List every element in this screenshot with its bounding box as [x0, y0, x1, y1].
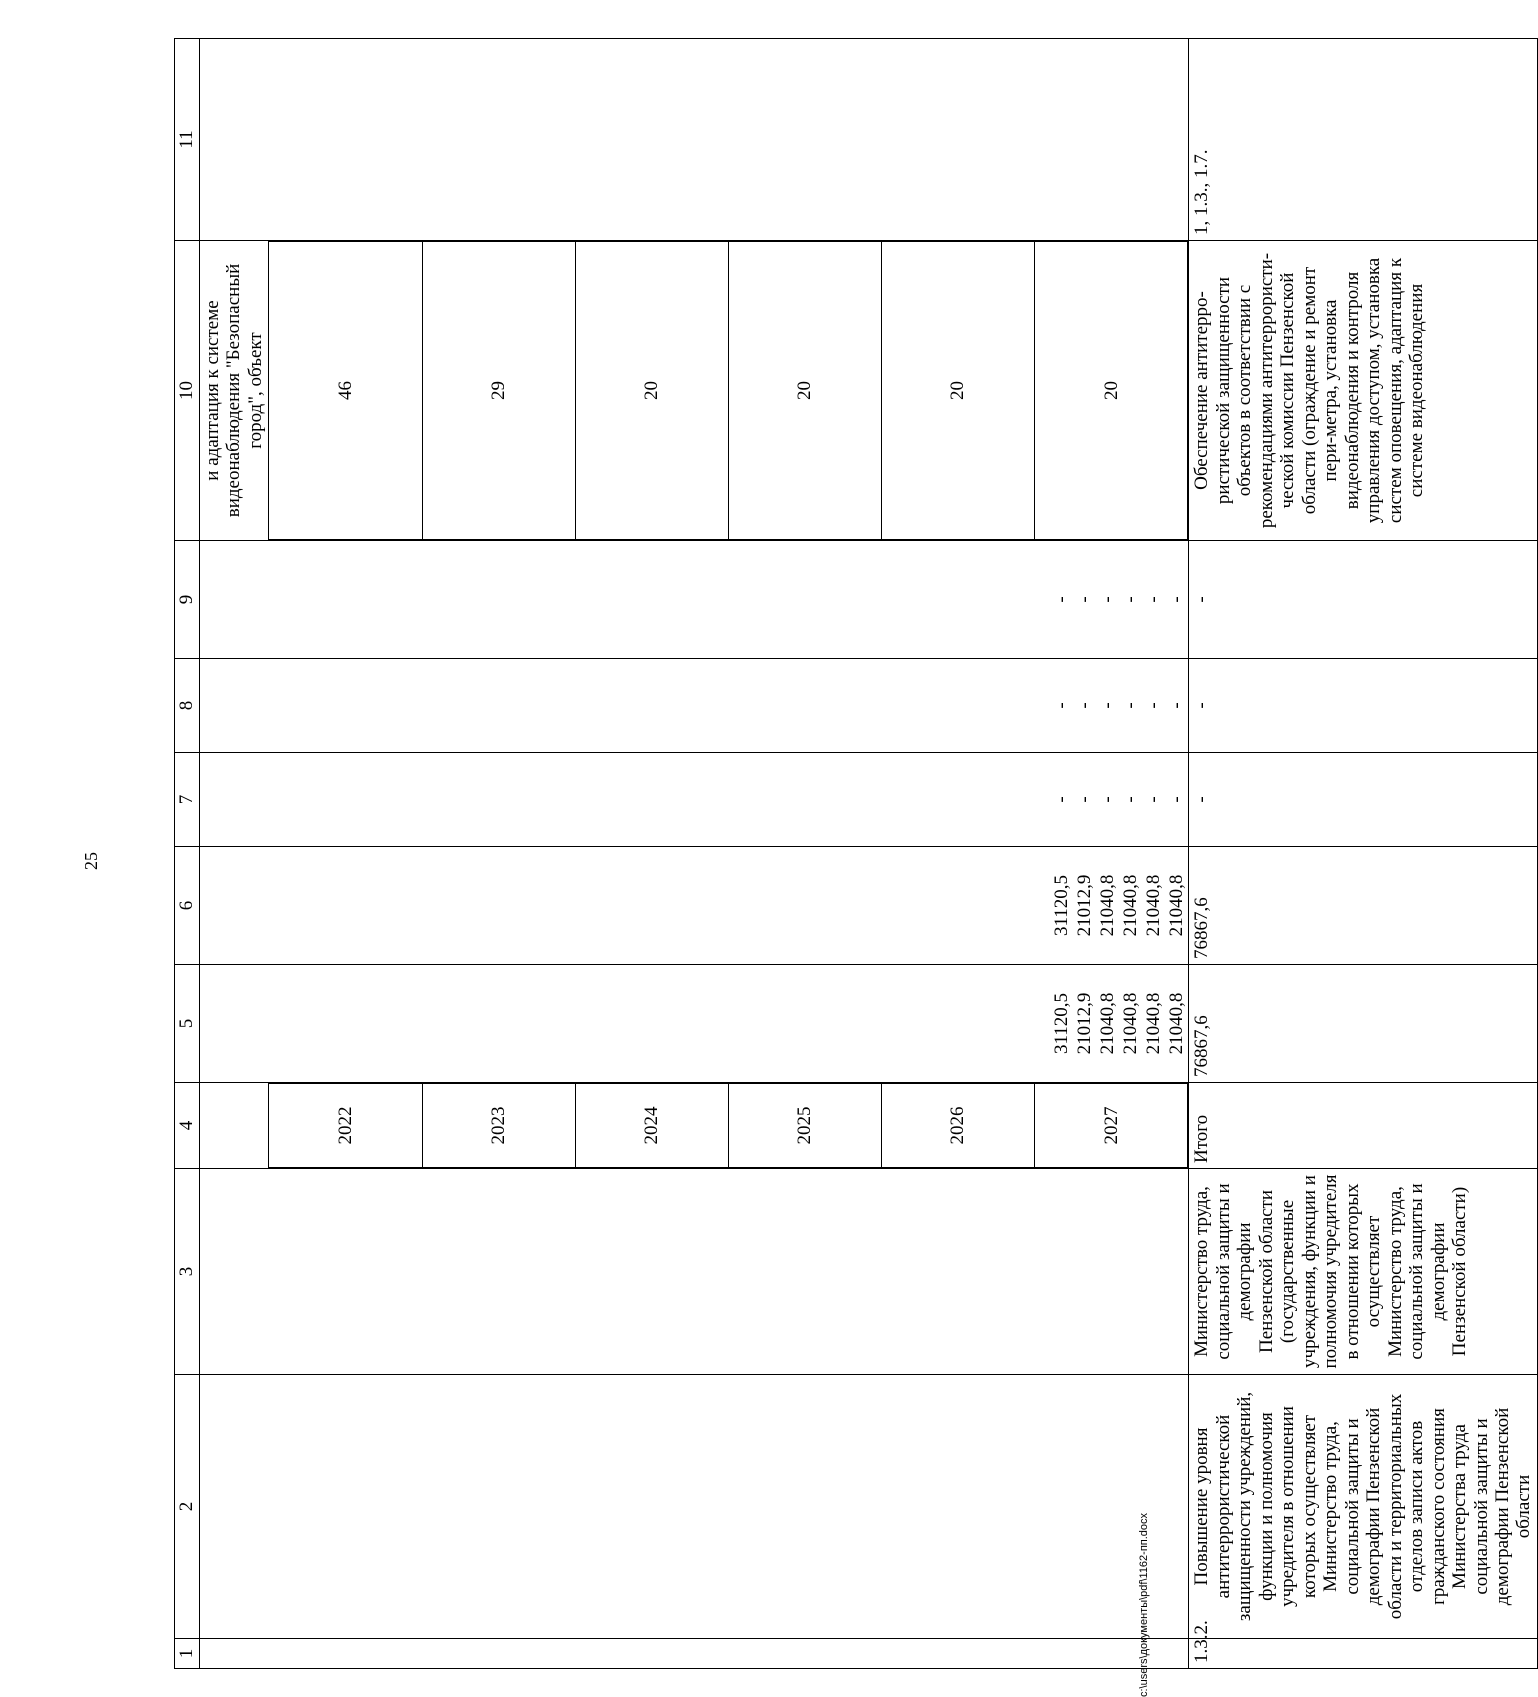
cont-col-9 [200, 541, 1189, 659]
year-2023: 2023 [422, 1084, 575, 1168]
cont-col7-2024: - [1097, 796, 1119, 803]
cont-col5-2024: 21040,8 [1097, 992, 1119, 1055]
row132-col8: - [1189, 659, 1538, 753]
row132-col11: 1, 1.3., 1.7. [1189, 39, 1538, 241]
row132-year: Итого [1189, 1083, 1538, 1169]
cont-col6-2026: 21040,8 [1143, 874, 1165, 937]
cont-col7-2023: - [1074, 796, 1096, 803]
cont-col8-2024: - [1097, 702, 1119, 709]
cont-col10-2026: 20 [882, 242, 1035, 540]
cont-col9-2027: - [1166, 596, 1188, 603]
header-col-9: 9 [175, 541, 200, 659]
header-col-6: 6 [175, 847, 200, 965]
page-number: 25 [81, 852, 101, 870]
continuation-row [200, 39, 1189, 1669]
year-2022: 2022 [269, 1084, 422, 1168]
footer-file-path: c:\users\документы\pdf\1162-пп.docx [1138, 1512, 1150, 1697]
cont-col6-2027: 21040,8 [1166, 874, 1188, 937]
cont-col10-2022: 46 [269, 242, 422, 540]
cont-col10-2025: 20 [728, 242, 881, 540]
cont-col6-2025: 21040,8 [1120, 874, 1142, 937]
cont-col7-2025: - [1120, 796, 1142, 803]
year-2026: 2026 [882, 1084, 1035, 1168]
cont-col8-2025: - [1120, 702, 1142, 709]
cont-years-cell [200, 1083, 1189, 1169]
cont-col-5 [200, 965, 1189, 1083]
cont-col5-2022: 31120,5 [1051, 992, 1073, 1055]
header-col-5: 5 [175, 965, 200, 1083]
header-col-11: 11 [175, 39, 200, 241]
row132-col7: - [1189, 753, 1538, 847]
cont-col10-text: и адаптация к системе видеонаблюдения "Безопасный город", объект [202, 263, 266, 518]
row132-col9: - [1189, 541, 1538, 659]
row132-col5: 76867,6 [1189, 965, 1538, 1083]
header-col-8: 8 [175, 659, 200, 753]
cont-col9-2023: - [1074, 596, 1096, 603]
cont-col7-2022: - [1051, 796, 1073, 803]
cont-col10-2023: 29 [422, 242, 575, 540]
row132-executor: Министерство труда, социальной защиты и демографии Пензенской области (государственные учреждения, функции и полномочия учредителя в отношении которых осуществляет Министерство труда, социальной защиты и демографии Пензенской области) [1189, 1169, 1538, 1375]
cont-col-1 [200, 1639, 1189, 1669]
cont-col-10 [200, 241, 1189, 541]
cont-col-3 [200, 1169, 1189, 1375]
cont-col9-2024: - [1097, 596, 1119, 603]
header-col-2: 2 [175, 1375, 200, 1639]
header-col-10: 10 [175, 241, 200, 541]
cont-col10-values [268, 241, 1188, 540]
cont-col7-2026: - [1143, 796, 1165, 803]
cont-col8-2026: - [1143, 702, 1165, 709]
cont-col5-2023: 21012,9 [1074, 992, 1096, 1055]
cont-col9-2025: - [1120, 596, 1142, 603]
cont-col6-2024: 21040,8 [1097, 874, 1119, 937]
cont-col5-2027: 21040,8 [1166, 992, 1188, 1055]
program-table [174, 38, 1538, 1669]
cont-col8-2027: - [1166, 702, 1188, 709]
row132-name: Повышение уровня антитеррористической защищенности учреждений, функции и полномочия учредителя в отношении которых осуществляет Министерство труда, социальной защиты и демографии Пензенской области и территориальных отделов записи актов гражданского состояния Министерства труда социальной защиты и демографии Пензенской области [1189, 1375, 1538, 1639]
cont-col-6 [200, 847, 1189, 965]
header-col-4: 4 [175, 1083, 200, 1169]
header-col-1: 1 [175, 1639, 200, 1669]
row132-col10: Обеспечение антитерро-ристической защищенности объектов в соответствии с рекомендациями антитеррористи-ческой комиссии Пензенской области (ограждение и ремонт пери-метра, установка видеонаблюдения и контроля управления доступом, установка систем оповещения, адаптация к системе видеонаблюдения [1189, 241, 1538, 541]
row132-num: 1.3.2. [1189, 1639, 1538, 1669]
year-2024: 2024 [575, 1084, 728, 1168]
years-subtable [268, 1083, 1188, 1168]
row-1-3-2 [1189, 39, 1538, 1669]
cont-col6-2023: 21012,9 [1074, 874, 1096, 937]
year-2027: 2027 [1035, 1084, 1188, 1168]
header-col-7: 7 [175, 753, 200, 847]
cont-col-2 [200, 1375, 1189, 1639]
cont-col5-2025: 21040,8 [1120, 992, 1142, 1055]
cont-col9-2026: - [1143, 596, 1165, 603]
header-row [175, 39, 200, 1669]
row132-col6: 76867,6 [1189, 847, 1538, 965]
cont-col9-2022: - [1051, 596, 1073, 603]
cont-col-8 [200, 659, 1189, 753]
header-col-3: 3 [175, 1169, 200, 1375]
year-2025: 2025 [728, 1084, 881, 1168]
cont-col8-2023: - [1074, 702, 1096, 709]
cont-col6-2022: 31120,5 [1051, 874, 1073, 937]
cont-col10-2024: 20 [575, 242, 728, 540]
cont-col10-2027: 20 [1035, 242, 1188, 540]
cont-col8-2022: - [1051, 702, 1073, 709]
cont-col5-2026: 21040,8 [1143, 992, 1165, 1055]
cont-col-11 [200, 39, 1189, 241]
cont-col-7 [200, 753, 1189, 847]
cont-col7-2027: - [1166, 796, 1188, 803]
